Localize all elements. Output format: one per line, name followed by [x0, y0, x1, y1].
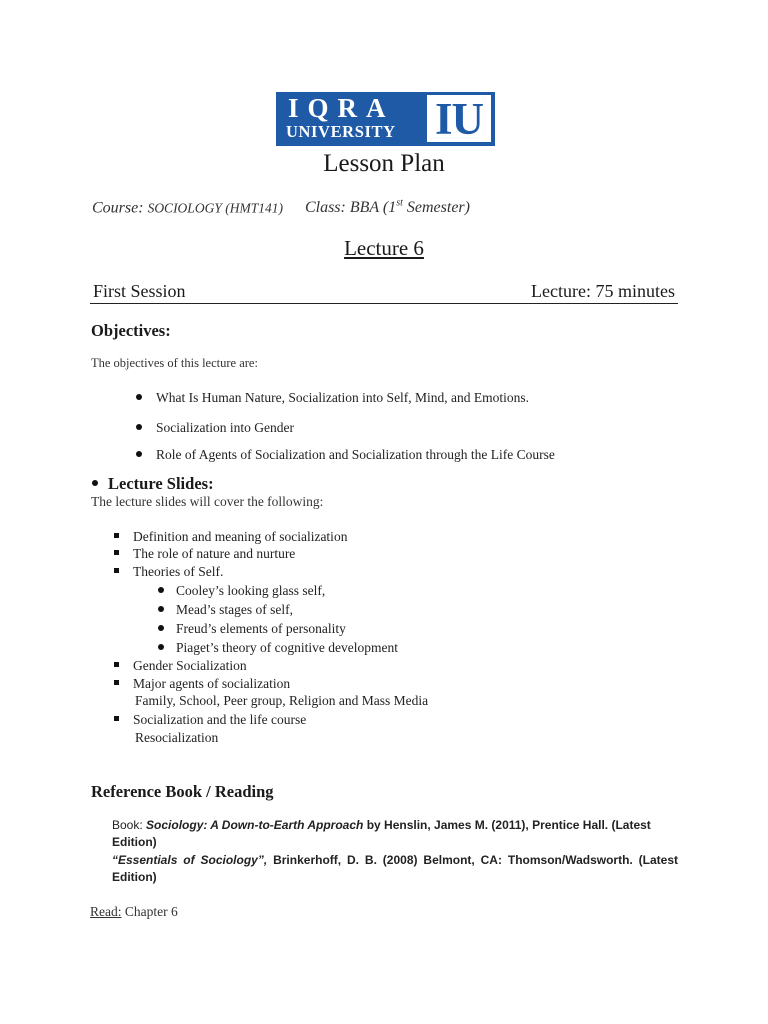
bullet-icon	[158, 644, 164, 650]
self-theory-item: Freud’s elements of personality	[158, 621, 346, 637]
objectives-intro: The objectives of this lecture are:	[91, 356, 258, 370]
read-value: Chapter 6	[121, 904, 178, 919]
logo-wordmark-university: UNIVERSITY	[286, 122, 396, 141]
bullet-icon	[136, 424, 142, 430]
square-bullet-icon	[114, 680, 119, 685]
self-theory-item: Cooley’s looking glass self,	[158, 583, 325, 599]
slide-topic-item: The role of nature and nurture	[114, 546, 295, 562]
square-bullet-icon	[114, 550, 119, 555]
bullet-icon	[136, 394, 142, 400]
reference-heading: Reference Book / Reading	[91, 782, 274, 801]
self-theory-item: Piaget’s theory of cognitive development	[158, 640, 398, 656]
iqra-university-logo	[276, 92, 495, 146]
square-bullet-icon	[114, 662, 119, 667]
read-label: Read:	[90, 904, 122, 919]
bullet-icon	[158, 625, 164, 631]
square-bullet-icon	[114, 533, 119, 538]
slide-topic-item: Definition and meaning of socialization	[114, 529, 347, 545]
lecture-title: Lecture 6	[344, 236, 424, 260]
slide-topic-item: Major agents of socialization	[114, 676, 290, 692]
slide-topic-item: Gender Socialization	[114, 658, 247, 674]
objective-item: Socialization into Gender	[136, 420, 294, 436]
reading-assignment	[90, 904, 178, 920]
objectives-heading: Objectives:	[91, 321, 171, 340]
session-label: First Session	[93, 281, 186, 301]
reference-book-2: “Essentials of Sociology”, Brinkerhoff, D. B. (2008) Belmont, CA: Thomson/Wadsworth. (Latest Edition)	[112, 853, 678, 884]
course-line	[92, 198, 470, 217]
logo-wordmark-iqra: IQRA	[288, 93, 395, 123]
life-course-detail: Resocialization	[135, 730, 219, 745]
bullet-icon	[136, 451, 142, 457]
class-value: BBA (1st Semester)	[349, 198, 470, 217]
lecture-slides-heading: Lecture Slides:	[92, 474, 214, 494]
document-title: Lesson Plan	[323, 150, 445, 177]
course-label: Course:	[92, 199, 144, 217]
lecture-duration: Lecture: 75 minutes	[531, 281, 675, 301]
horizontal-rule	[90, 303, 678, 304]
lecture-slides-intro: The lecture slides will cover the following:	[91, 494, 324, 509]
objective-item: What Is Human Nature, Socialization into Self, Mind, and Emotions.	[136, 390, 529, 406]
square-bullet-icon	[114, 568, 119, 573]
agents-detail: Family, School, Peer group, Religion and Mass Media	[135, 693, 429, 708]
bullet-icon	[92, 480, 98, 486]
bullet-icon	[158, 606, 164, 612]
class-label: Class:	[304, 199, 346, 217]
slide-topic-item: Theories of Self.	[114, 564, 223, 580]
square-bullet-icon	[114, 716, 119, 721]
reference-book-1: Book: Sociology: A Down-to-Earth Approach by Henslin, James M. (2011), Prentice Hall. (Latest Edition)	[112, 818, 651, 849]
bullet-icon	[158, 587, 164, 593]
slide-topic-item: Socialization and the life course	[114, 712, 306, 728]
logo-iu-mark: IU	[427, 95, 491, 142]
course-name: SOCIOLOGY (HMT141)	[147, 200, 283, 216]
objective-item: Role of Agents of Socialization and Socialization through the Life Course	[136, 447, 555, 463]
self-theory-item: Mead’s stages of self,	[158, 602, 293, 618]
